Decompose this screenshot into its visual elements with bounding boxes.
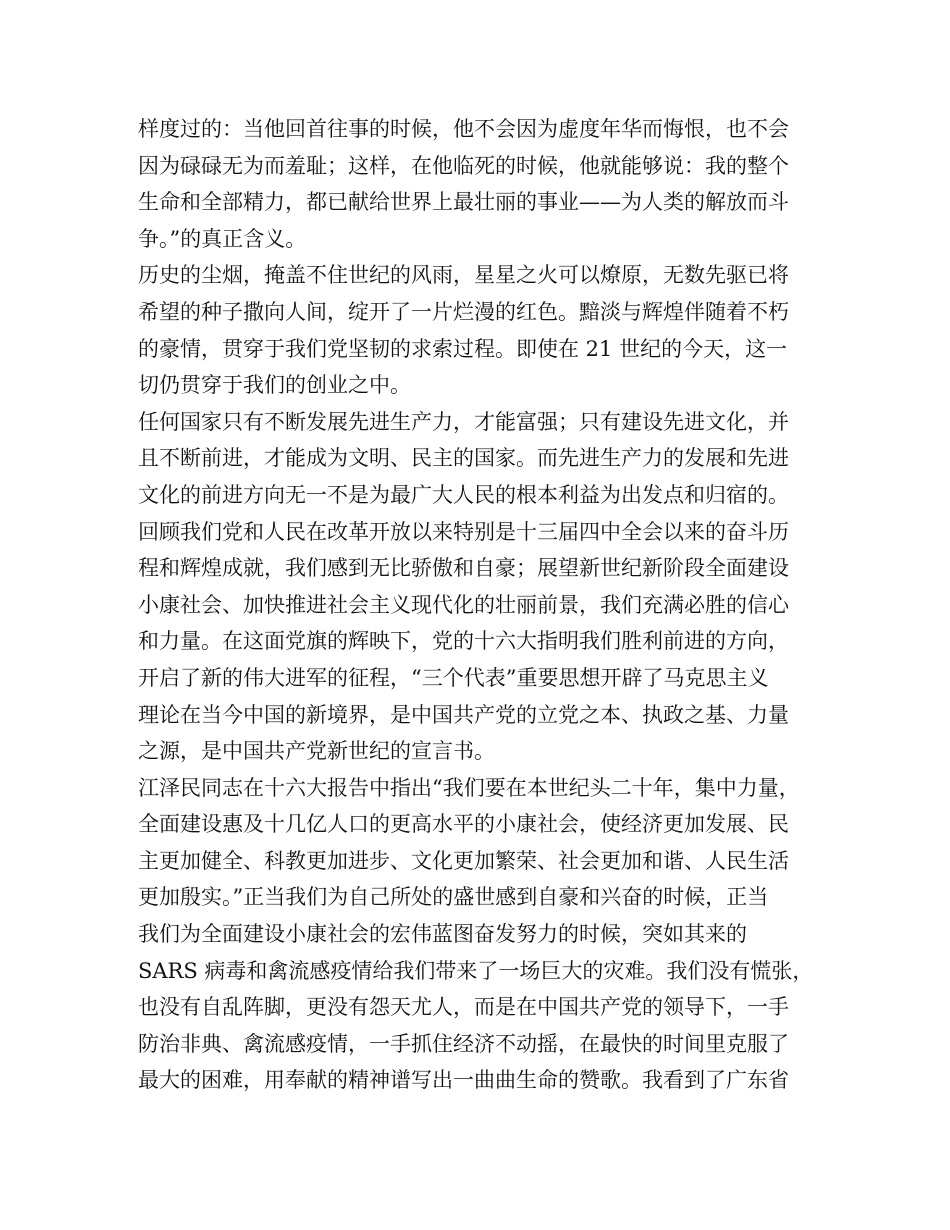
text-line: 且不断前进，才能成为文明、民主的国家。而先进生产力的发展和先进 (138, 446, 789, 471)
text-line: 开启了新的伟大进军的征程，“三个代表”重要思想开辟了马克思主义 (138, 665, 769, 690)
text-line: 和力量。在这面党旗的辉映下，党的十六大指明我们胜利前进的方向， (138, 629, 789, 654)
text-line: 最大的困难，用奉献的精神谱写出一曲曲生命的赞歌。我看到了广东省 (138, 1068, 789, 1093)
text-line: 也没有自乱阵脚，更没有怨天尤人，而是在中国共产党的领导下，一手 (138, 995, 789, 1020)
text-line: 样度过的：当他回首往事的时候，他不会因为虚度年华而悔恨，也不会 (138, 117, 789, 141)
document-text-body (138, 111, 828, 1099)
text-line: 的豪情，贯穿于我们党坚韧的求索过程。即使在 21 世纪的今天，这一 (138, 336, 788, 361)
text-line: 全面建设惠及十几亿人口的更高水平的小康社会，使经济更加发展、民 (138, 812, 789, 837)
text-line: 江泽民同志在十六大报告中指出“我们要在本世纪头二十年，集中力量， (138, 775, 800, 800)
text-line: 理论在当今中国的新境界，是中国共产党的立党之本、执政之基、力量 (138, 702, 789, 727)
text-line: 回顾我们党和人民在改革开放以来特别是十三届四中全会以来的奋斗历 (138, 519, 789, 544)
text-line: 历史的尘烟，掩盖不住世纪的风雨，星星之火可以燎原，无数先驱已将 (138, 263, 789, 288)
text-line: 防治非典、禽流感疫情，一手抓住经济不动摇，在最快的时间里克服了 (138, 1031, 789, 1056)
text-line: 切仍贯穿于我们的创业之中。 (138, 373, 411, 398)
text-line: 希望的种子撒向人间，绽开了一片烂漫的红色。黯淡与辉煌伴随着不朽 (138, 299, 789, 324)
text-line: 之源，是中国共产党新世纪的宣言书。 (138, 739, 495, 764)
text-line: 主更加健全、科教更加进步、文化更加繁荣、社会更加和谐、人民生活 (138, 848, 789, 873)
text-line: 文化的前进方向无一不是为最广大人民的根本利益为出发点和归宿的。 (138, 482, 789, 507)
text-line: 因为碌碌无为而羞耻；这样，在他临死的时候，他就能够说：我的整个 (138, 153, 789, 178)
text-line: 小康社会、加快推进社会主义现代化的壮丽前景，我们充满必胜的信心 (138, 592, 789, 617)
text-line: 更加殷实。”正当我们为自己所处的盛世感到自豪和兴奋的时候，正当 (138, 885, 769, 910)
text-line: 生命和全部精力，都已献给世界上最壮丽的事业——为人类的解放而斗 (138, 190, 789, 215)
text-line: 程和辉煌成就，我们感到无比骄傲和自豪；展望新世纪新阶段全面建设 (138, 556, 789, 581)
text-line: 我们为全面建设小康社会的宏伟蓝图奋发努力的时候，突如其来的 (138, 922, 747, 947)
text-line: 任何国家只有不断发展先进生产力，才能富强；只有建设先进文化，并 (138, 409, 789, 434)
text-line: 争。”的真正含义。 (138, 226, 307, 251)
text-line: SARS 病毒和禽流感疫情给我们带来了一场巨大的灾难。我们没有慌张， (138, 958, 814, 983)
